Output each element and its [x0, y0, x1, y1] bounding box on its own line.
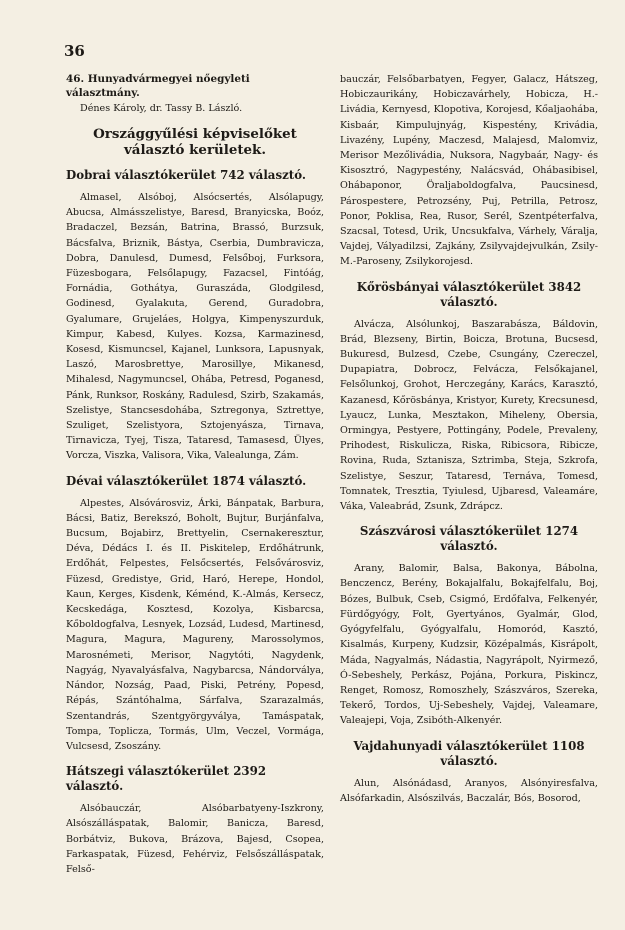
district-title-korosbanya: Kőrösbányai választókerület 3842 választó.	[356, 279, 582, 309]
district-text-deva: Alpestes, Alsóvárosviz, Árki, Bánpatak, Barbura, Bácsi, Batiz, Berekszó, Boholt, Bujtur, Burjánfalva, Bucsum, Bojabirz, Brettyelin, Csernakeresztur, Déva, Dédács I. és II. Piskitelep, Erdőhátrunk, Erdőhát, Felpestes, Felsőcsertés, Felsővárosviz, Füzesd, Gredistye, Grid, Haró, Herepe, Hondol, Kaun, Kerges, Kisdenk, Kéménd, K.-Almás, Kersecz, Kecskedága, Kosztesd, Kozolya, Kisbarcsa, Kőboldogfalva, Lesnyek, Lozsád, Ludesd, Martinesd, Magura, Magura, Magureny, Marossolymos, Marosnémeti, Merisor, Nagytóti, Nagydenk, Nagyág, Nyavalyásfalva, Nagybarcsa, Nándorválya, Nándor, Nozság, Paad, Piski, Petrény, Popesd, Répás, Szántóhalma, Sárfalva, Szarazalmás, Szentandrás, Szentgyörgyválya, Tamáspatak, Tompa, Toplicza, Tormás, Ulm, Veczel, Vormága, Vulcsesd, Zsoszány.	[66, 497, 324, 752]
district-title-deva: Dévai választókerület 1874 választó.	[66, 473, 307, 488]
district-title-hatszeg: Hátszegi választókerület 2392 választó.	[66, 764, 267, 794]
district-title-szaszvaros: Szászvárosi választókerület 1274 választó.	[359, 524, 579, 554]
district-text-szaszvaros: Arany, Balomir, Balsa, Bakonya, Bábolna, Benczencz, Berény, Bokajalfalu, Bokajfelfalu, Boj, Bózes, Bulbuk, Cseb, Csigmó, Erdőfalva, Felkenyér, Fürdőgyógy, Folt, Gyertyános, Gyalmár, Glod, Gyógyfelfalu, Gyógyalfalu, Homoród, Kasztó, Kisalmás, Kurpeny, Kudzsir, Középalmás, Kisrápolt, Máda, Nagyalmás, Nádastia, Nagyrápolt, Nyirmező, Ó-Sebeshely, Perkász, Pojána, Porkura, Piskincz, Renget, Romosz, Romoszhely, Szászváros, Szereka, Tekerő, Tordos, Uj-Sebeshely, Vajdej, Valeamare, Valeajepi, Voja, Zsibóth-Alkenyér.	[340, 563, 598, 727]
district-text-hatszeg: Alsóbauczár, Alsóbarbatyeny-Iszkrony, Alsószálláspatak, Balomir, Banicza, Baresd, Borbátviz, Bukova, Brázova, Bajesd, Csopea, Farkaspatak, Füzesd, Fehérviz, Felsőszálláspatak, Felső-	[66, 803, 324, 875]
section-title: Országgyűlési képviselőket választó kerületek.	[93, 126, 297, 158]
left-column	[66, 72, 324, 877]
district-text-dobra: Almasel, Alsóboj, Alsócsertés, Alsólapugy, Abucsa, Almásszelistye, Baresd, Branyicska, Boóz, Bradaczel, Bezsán, Batrina, Brassó, Burzsuk, Bácsfalva, Briznik, Bástya, Cserbia, Dumbravicza, Dobra, Danulesd, Dumesd, Felsőboj, Furksora, Füzesbogara, Felsőlapugy, Fazacsel, Fintóág, Fornádia, Gothátya, Guraszáda, Glodgilesd, Godinesd, Gyalakuta, Gerend, Guradobra, Gyalumare, Grujeláes, Holgya, Kimpenyszurduk, Kimpur, Kabesd, Kulyes. Kozsa, Karmazinesd, Kosesd, Kismuncsel, Kajanel, Lunksora, Lapusnyak, Laszó, Marosbrettye, Marosillye, Mikanesd, Mihalesd, Nagymuncsel, Ohába, Petresd, Poganesd, Pánk, Runksor, Roskány, Radulesd, Szirb, Szakamás, Szelistye, Stancsesdohába, Sztregonya, Sztrettye, Szuliget, Szelistyora, Sztojenyásza, Tirnava, Tirnavicza, Tyej, Tisza, Tataresd, Tamasesd, Ülyes, Vorcza, Viszka, Valisora, Vika, Valealunga, Zám.	[66, 192, 324, 462]
district-text-vajdahunyad: Alun, Alsónádasd, Aranyos, Alsónyiresfalva, Alsófarkadin, Alsószilvás, Baczalár, Bós, Bosorod,	[340, 777, 598, 804]
district-title-vajdahunyad: Vajdahunyadi választókerület 1108 választó.	[353, 738, 585, 768]
district-title-dobra: Dobrai választókerület 742 választó.	[66, 168, 307, 182]
committee-title: 46. Hunyadvármegyei nőegyleti választmány.	[66, 73, 250, 99]
right-column	[340, 72, 598, 806]
page-number: 36	[64, 42, 85, 60]
continuation-text-hatszeg: bauczár, Felsőbarbatyen, Fegyer, Galacz, Hátszeg, Hobiczaurikány, Hobiczavárhely, Hobicza, H.-Livádia, Kernyesd, Klopotiva, Korojesd, Kőaljaohába, Kisbaár, Kimpulujnyág, Kispestény, Krivádia, Livazény, Lupény, Maczesd, Malajesd, Malomviz, Merisor Mezőlivádia, Nuksora, Nagybaár, Nagy- és Kisosztró, Nagypestény, Nalácsvád, Ohábasibisel, Ohábaponor, Öraljaboldogfalva, Paucsinesd, Párospestere, Petrozsény, Puj, Petrilla, Petrosz, Ponor, Poklisa, Rea, Rusor, Serél, Szentpéterfalva, Szacsal, Totesd, Urik, Uncsukfalva, Várhely, Váralja, Vajdej, Vályadilzsi, Zajkány, Zsilyvajdejvulkán, Zsily-M.-Paroseny, Zsilykorojesd.	[340, 74, 598, 268]
committee-members: Dénes Károly, dr. Tassy B. László.	[80, 103, 243, 114]
district-text-korosbanya: Alváczа, Alsólunkoj, Baszarabásza, Báldovin, Brád, Blezseny, Birtin, Boicza, Brotuna, Bucsesd, Bukuresd, Bulzesd, Czebe, Csungány, Czereczel, Dupapiatra, Dobrocz, Felváczа, Felsőkajanel, Felsőlunkoj, Grohot, Herczegány, Karács, Karasztó, Kazanesd, Kőrösbánya, Kristyor, Kurety, Krecsunesd, Lyaucz, Lunka, Mesztakon, Miheleny, Obersia, Ormingya, Pestyere, Pottingány, Podele, Prevaleny, Prihodest, Riskulicza, Riska, Ribicsora, Ribicze, Rovina, Ruda, Sztanisza, Sztrimba, Steja, Szkrofa, Szelistye, Seszur, Tataresd, Ternáva, Tomesd, Tomnatek, Tresztia, Tyiulesd, Ujbaresd, Valeamáre, Váka, Valeabrád, Zsunk, Zdrápcz.	[340, 318, 598, 513]
